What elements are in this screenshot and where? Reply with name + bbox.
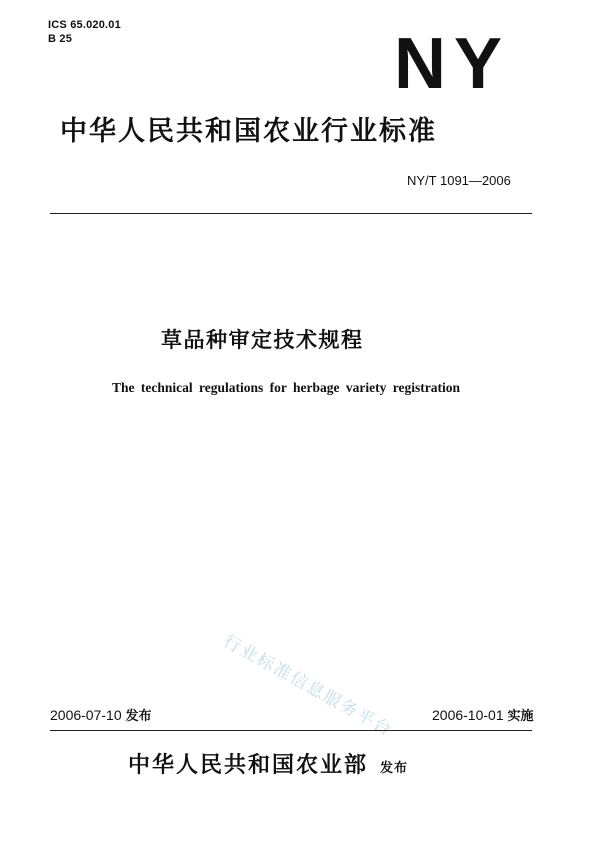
- effective-date: 2006-10-01: [432, 707, 504, 723]
- header-divider: [50, 213, 532, 214]
- ccs-code: B 25: [48, 33, 73, 45]
- issue-label: 发布: [125, 709, 152, 724]
- watermark: 行业标准信息服务平台: [219, 631, 396, 741]
- standard-category-title: 中华人民共和国农业行业标准: [60, 116, 437, 147]
- effective-label: 实施: [507, 709, 534, 724]
- standard-number: NY/T 1091—2006: [407, 173, 511, 188]
- issuer-name: 中华人民共和国农业部: [128, 753, 369, 778]
- document-title-english: The technical regulations for herbage variety registration: [112, 380, 460, 395]
- issue-date-line: [50, 706, 152, 726]
- issuer-label: 发布: [380, 761, 409, 776]
- footer-divider: [50, 730, 532, 731]
- ics-code: ICS 65.020.01: [48, 19, 121, 31]
- issue-date: 2006-07-10: [50, 707, 122, 723]
- effective-date-line: [432, 706, 534, 726]
- document-title-chinese: 草品种审定技术规程: [161, 328, 364, 352]
- issuing-authority: [128, 752, 408, 783]
- ny-logo: NY: [394, 24, 511, 104]
